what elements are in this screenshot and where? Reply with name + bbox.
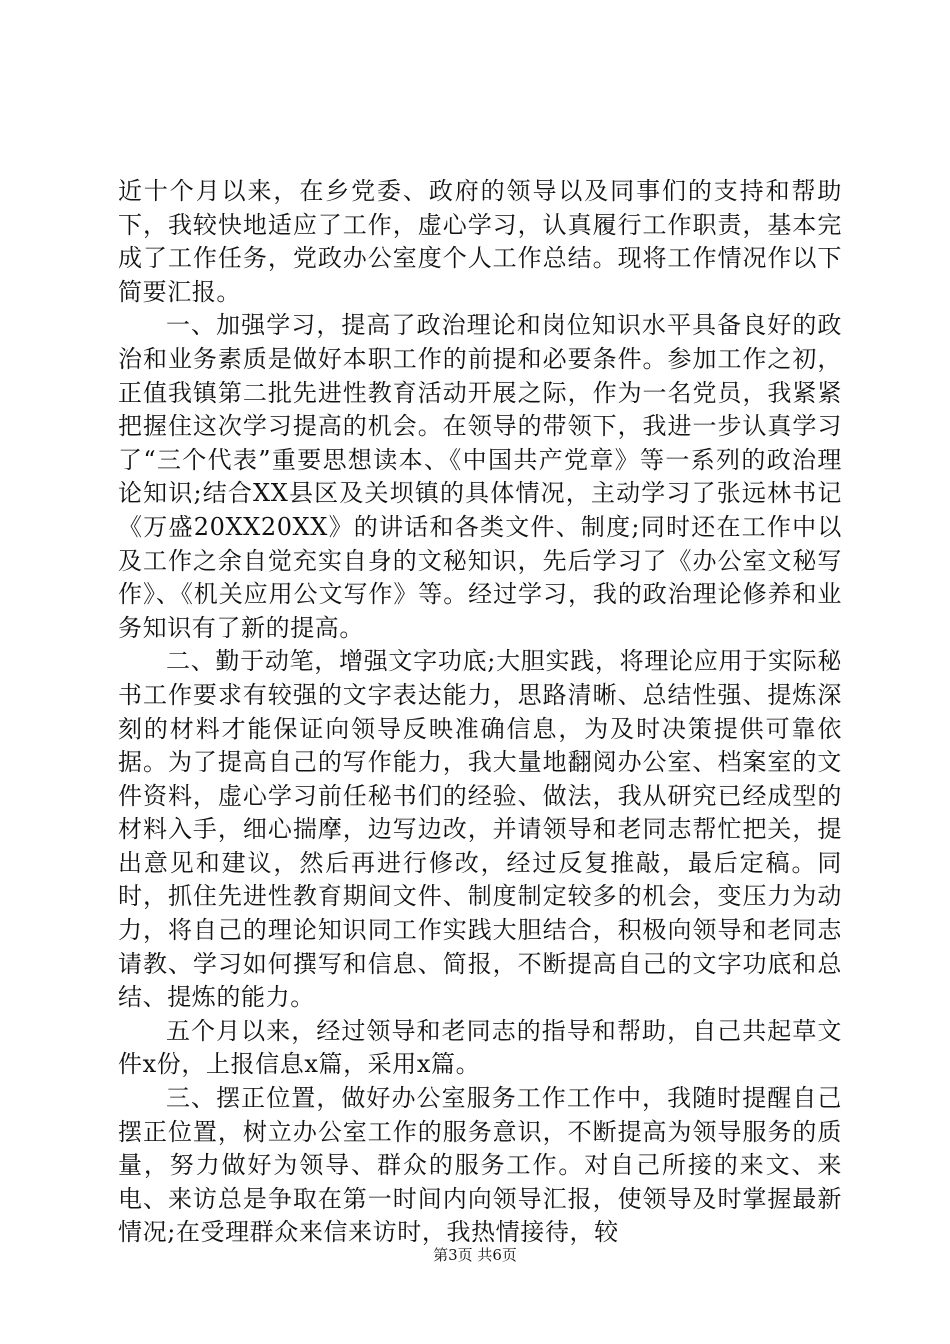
paragraph-section-1: 一、加强学习，提高了政治理论和岗位知识水平具备良好的政治和业务素质是做好本职工作的前提和必要条件。参加工作之初，正值我镇第二批先进性教育活动开展之际，作为一名党员，我紧紧把握住这次学习提高的机会。在领导的带领下，我进一步认真学习了“三个代表”重要思想读本、《中国共产党章》等一系列的政治理论知识;结合XX县区及关坝镇的具体情况，主动学习了张远林书记《万盛20XX20XX》的讲话和各类文件、制度;同时还在工作中以及工作之余自觉充实自身的文秘知识，先后学习了《办公室文秘写作》、《机关应用公文写作》等。经过学习，我的政治理论修养和业务知识有了新的提高。 xyxy=(118,311,842,642)
paragraph-section-2: 二、勤于动笔，增强文字功底;大胆实践，将理论应用于实际秘书工作要求有较强的文字表达能力，思路清晰、总结性强、提炼深刻的材料才能保证向领导反映准确信息，为及时决策提供可靠依据。为了提高自己的写作能力，我大量地翻阅办公室、档案室的文件资料，虚心学习前任秘书们的经验、做法，我从研究已经成型的材料入手，细心揣摩，边写边改，并请领导和老同志帮忙把关，提出意见和建议，然后再进行修改，经过反复推敲，最后定稿。同时，抓住先进性教育期间文件、制度制定较多的机会，变压力为动力，将自己的理论知识同工作实践大胆结合，积极向领导和老同志请教、学习如何撰写和信息、简报，不断提高自己的文字功底和总结、提炼的能力。 xyxy=(118,647,842,1012)
paragraph-summary: 五个月以来，经过领导和老同志的指导和帮助，自己共起草文件x份，上报信息x篇，采用x篇。 xyxy=(118,1016,842,1079)
document-body xyxy=(118,175,842,1250)
paragraph-intro: 近十个月以来，在乡党委、政府的领导以及同事们的支持和帮助下，我较快地适应了工作，虚心学习，认真履行工作职责，基本完成了工作任务，党政办公室度个人工作总结。现将工作情况作以下简要汇报。 xyxy=(118,177,842,306)
paragraph-section-3: 三、摆正位置，做好办公室服务工作工作中，我随时提醒自己摆正位置，树立办公室工作的服务意识，不断提高为领导服务的质量，努力做好为领导、群众的服务工作。对自己所接的来文、来电、来访总是争取在第一时间内向领导汇报，使领导及时掌握最新情况;在受理群众来信来访时，我热情接待，较 xyxy=(118,1084,842,1247)
page-number-footer: 第3页 共6页 xyxy=(433,1246,517,1264)
